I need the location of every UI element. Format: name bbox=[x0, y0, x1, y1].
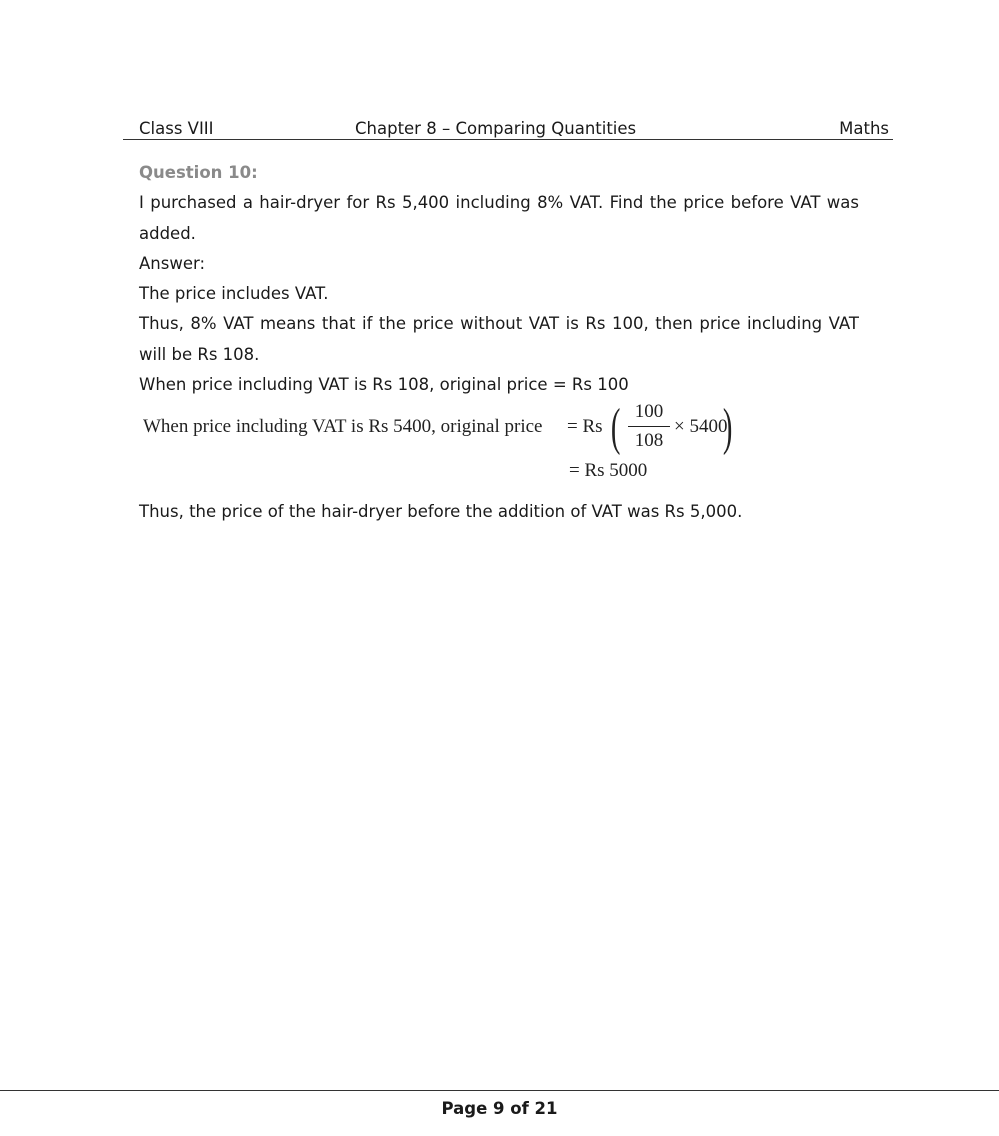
answer-line: The price includes VAT. bbox=[139, 284, 329, 304]
fraction-denominator: 108 bbox=[634, 430, 664, 452]
answer-line: When price including VAT is Rs 108, original price = Rs 100 bbox=[139, 375, 629, 395]
header-chapter: Chapter 8 – Comparing Quantities bbox=[355, 119, 637, 138]
page-number: Page 9 of 21 bbox=[441, 1099, 558, 1118]
page-header bbox=[123, 118, 893, 140]
answer-conclusion: Thus, the price of the hair-dryer before the addition of VAT was Rs 5,000. bbox=[139, 502, 743, 522]
equation-equals-rs: = Rs bbox=[567, 416, 603, 438]
left-paren: ( bbox=[610, 399, 621, 457]
equation-fraction bbox=[628, 398, 670, 455]
equation-lhs: When price including VAT is Rs 5400, original price bbox=[143, 416, 543, 438]
equation-times: × 5400 bbox=[674, 416, 728, 438]
page-content bbox=[139, 158, 859, 528]
header-subject: Maths bbox=[839, 119, 889, 138]
footer-divider bbox=[0, 1090, 999, 1091]
header-class: Class VIII bbox=[139, 119, 214, 138]
equation-result: = Rs 5000 bbox=[569, 460, 648, 482]
equation-block bbox=[139, 399, 859, 497]
answer-line: Thus, 8% VAT means that if the price without VAT is Rs 100, then price including VAT will be Rs 108. bbox=[139, 314, 859, 364]
question-title: Question 10: bbox=[139, 163, 258, 182]
question-text: I purchased a hair-dryer for Rs 5,400 including 8% VAT. Find the price before VAT was added. bbox=[139, 193, 859, 243]
right-paren: ) bbox=[722, 399, 733, 457]
fraction-numerator: 100 bbox=[628, 398, 670, 427]
answer-label: Answer: bbox=[139, 253, 206, 273]
